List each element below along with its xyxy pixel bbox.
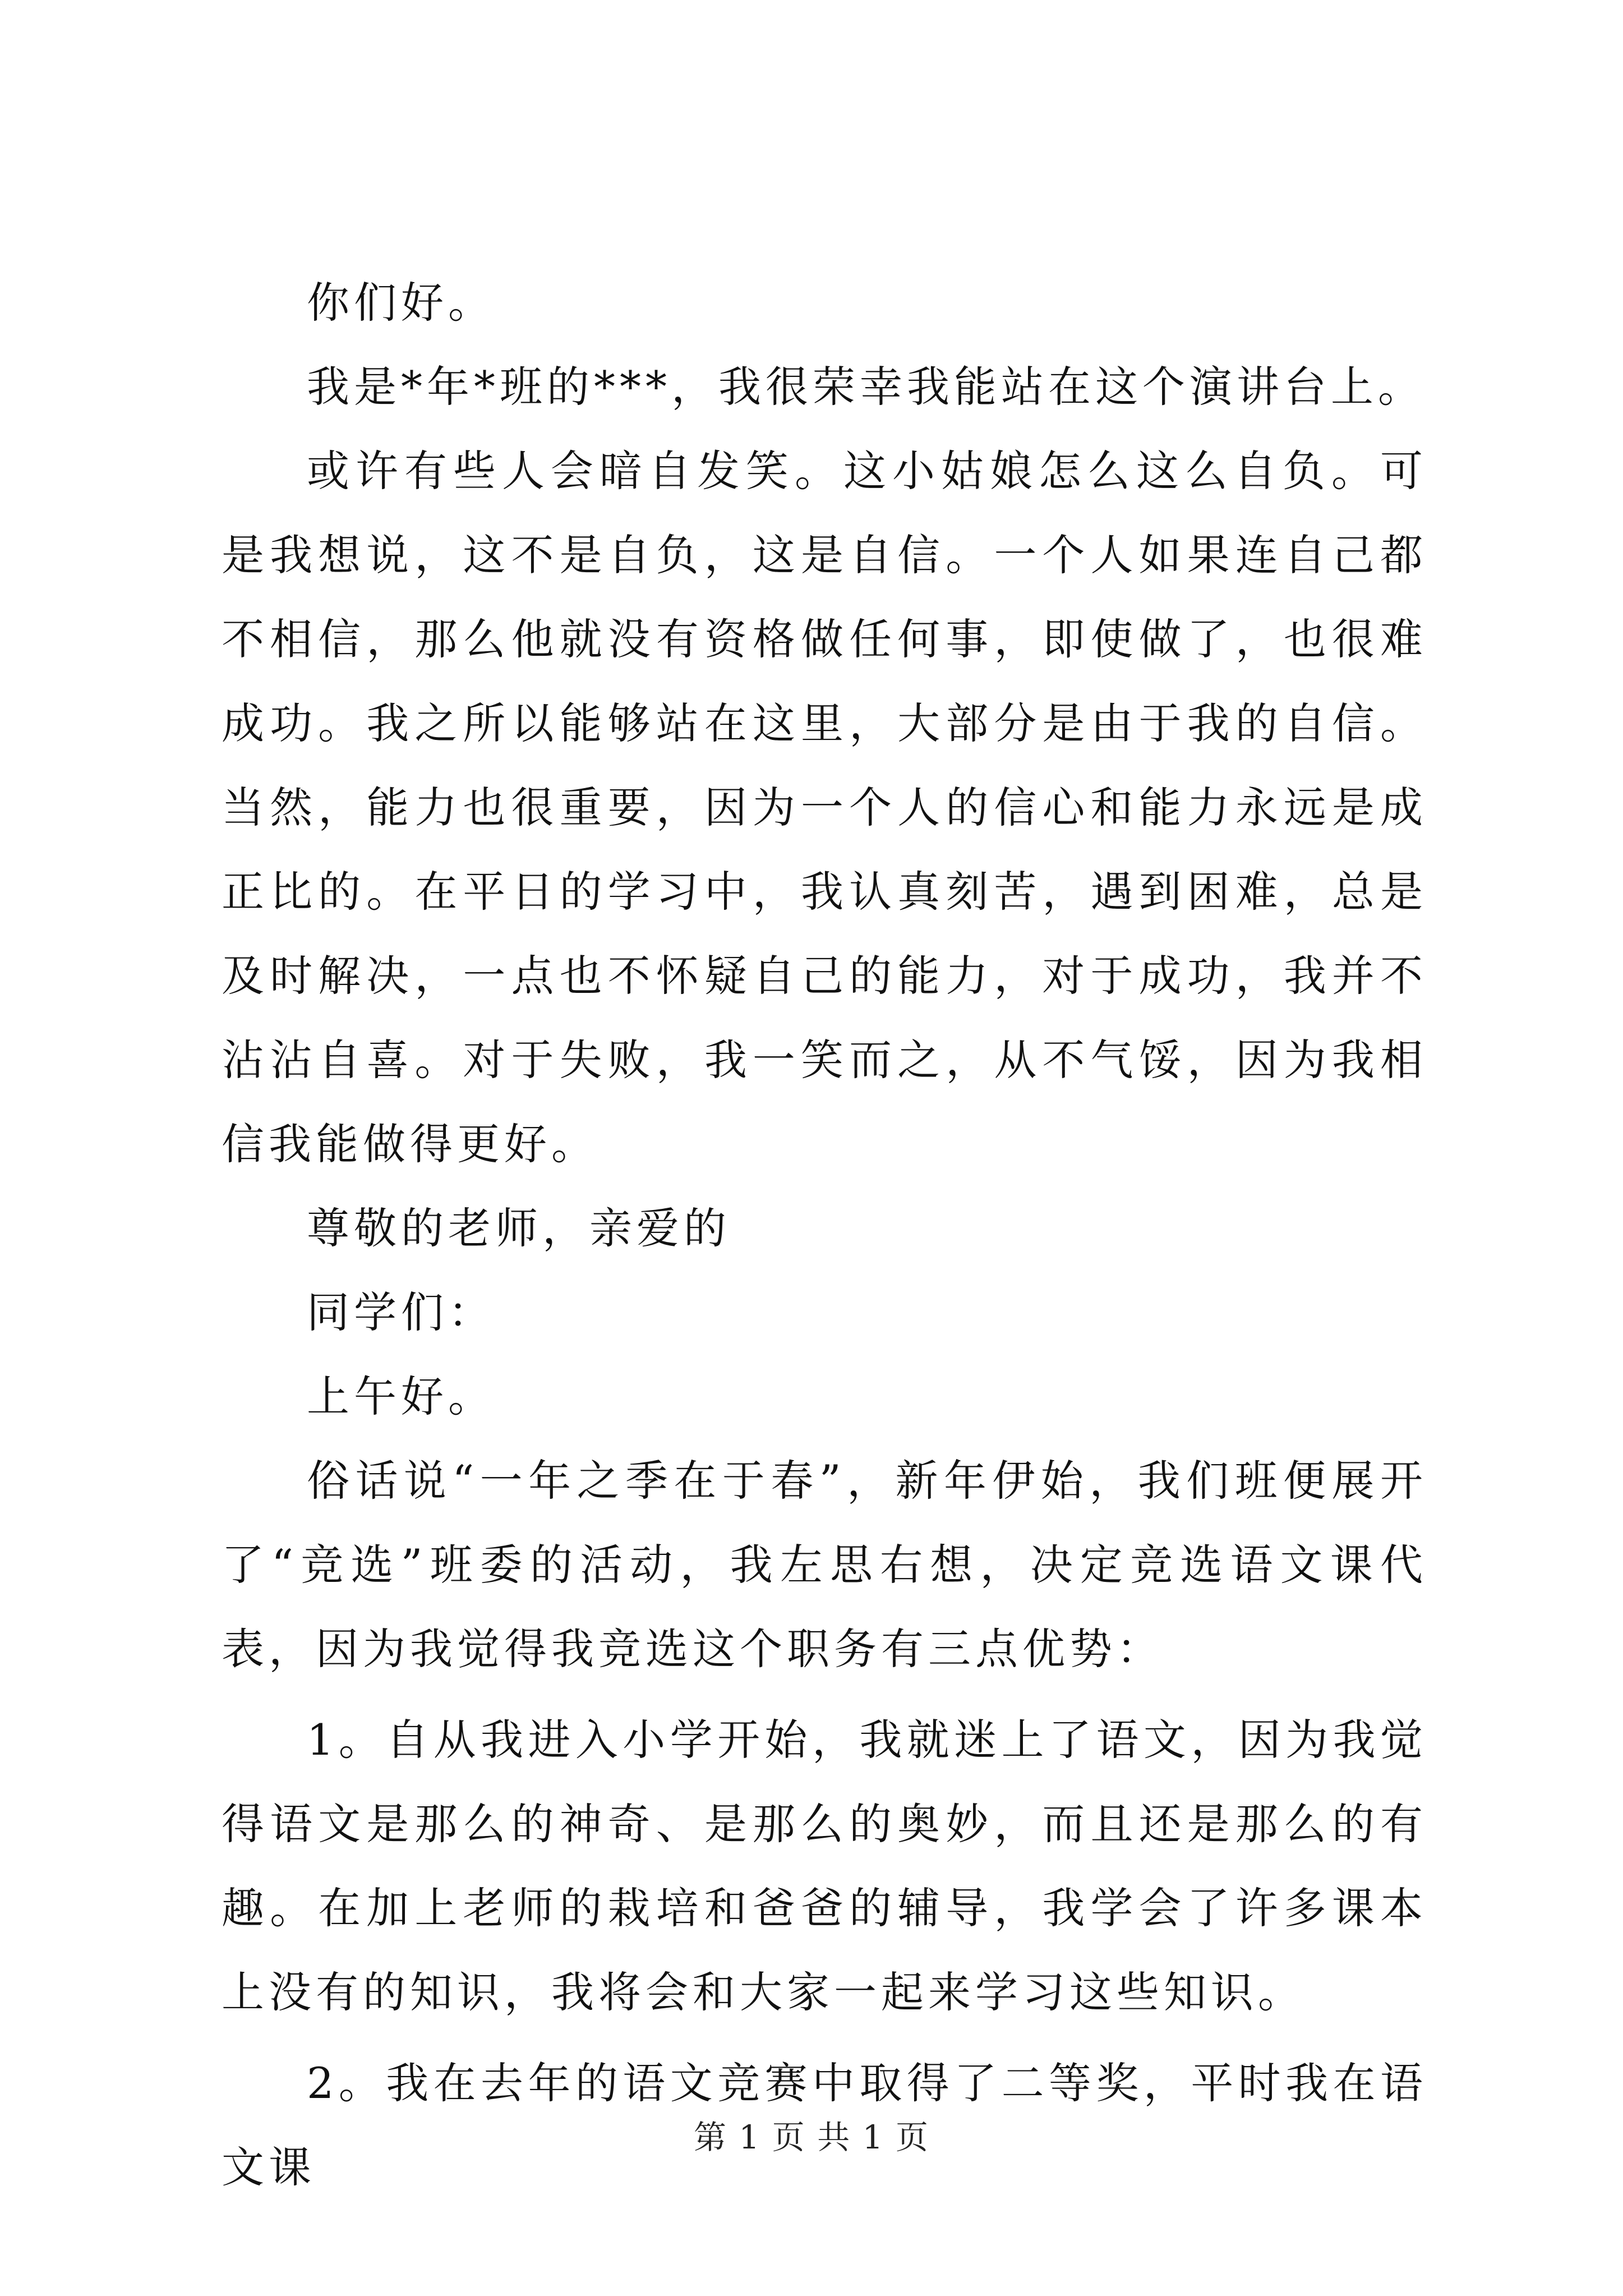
paragraph-campaign: 俗话说“一年之季在于春”，新年伊始，我们班便展开了“竞选”班委的活动，我左思右想，决定竞选语文课代表，因为我觉得我竞选这个职务有三点优势： [222, 1456, 1427, 1674]
paragraph-greeting: 你们好。 [307, 278, 495, 328]
paragraph-good-morning: 上午好。 [307, 1372, 495, 1421]
paragraph-confidence: 或许有些人会暗自发笑。这小姑娘怎么这么自负。可是我想说，这不是自负，这是自信。一个人如果连自己都不相信，那么他就没有资格做任何事，即使做了，也很难成功。我之所以能够站在这里，大部分是由于我的自信。当然，能力也很重要，因为一个人的信心和能力永远是成正比的。在平日的学习中，我认真刻苦，遇到困难，总是及时解决，一点也不怀疑自己的能力，对于成功，我并不沾沾自喜。对于失败，我一笑而之，从不气馁，因为我相信我能做得更好。 [222, 446, 1427, 1169]
paragraph-advantage-2: 2。我在去年的语文竞赛中取得了二等奖，平时我在语文课 [222, 2058, 1427, 2192]
paragraph-introduction: 我是*年*班的***，我很荣幸我能站在这个演讲台上。 [307, 362, 1425, 412]
paragraph-advantage-1: 1。自从我进入小学开始，我就迷上了语文，因为我觉得语文是那么的神奇、是那么的奥妙，而且还是那么的有趣。在加上老师的栽培和爸爸的辅导，我学会了许多课本上没有的知识，我将会和大家一起来学习这些知识。 [222, 1715, 1427, 2017]
paragraph-classmates: 同学们： [307, 1287, 495, 1337]
paragraph-salutation: 尊敬的老师，亲爱的 [307, 1203, 731, 1253]
document-body [222, 261, 1427, 2210]
page-footer: 第 1 页 共 1 页 [694, 2118, 929, 2156]
